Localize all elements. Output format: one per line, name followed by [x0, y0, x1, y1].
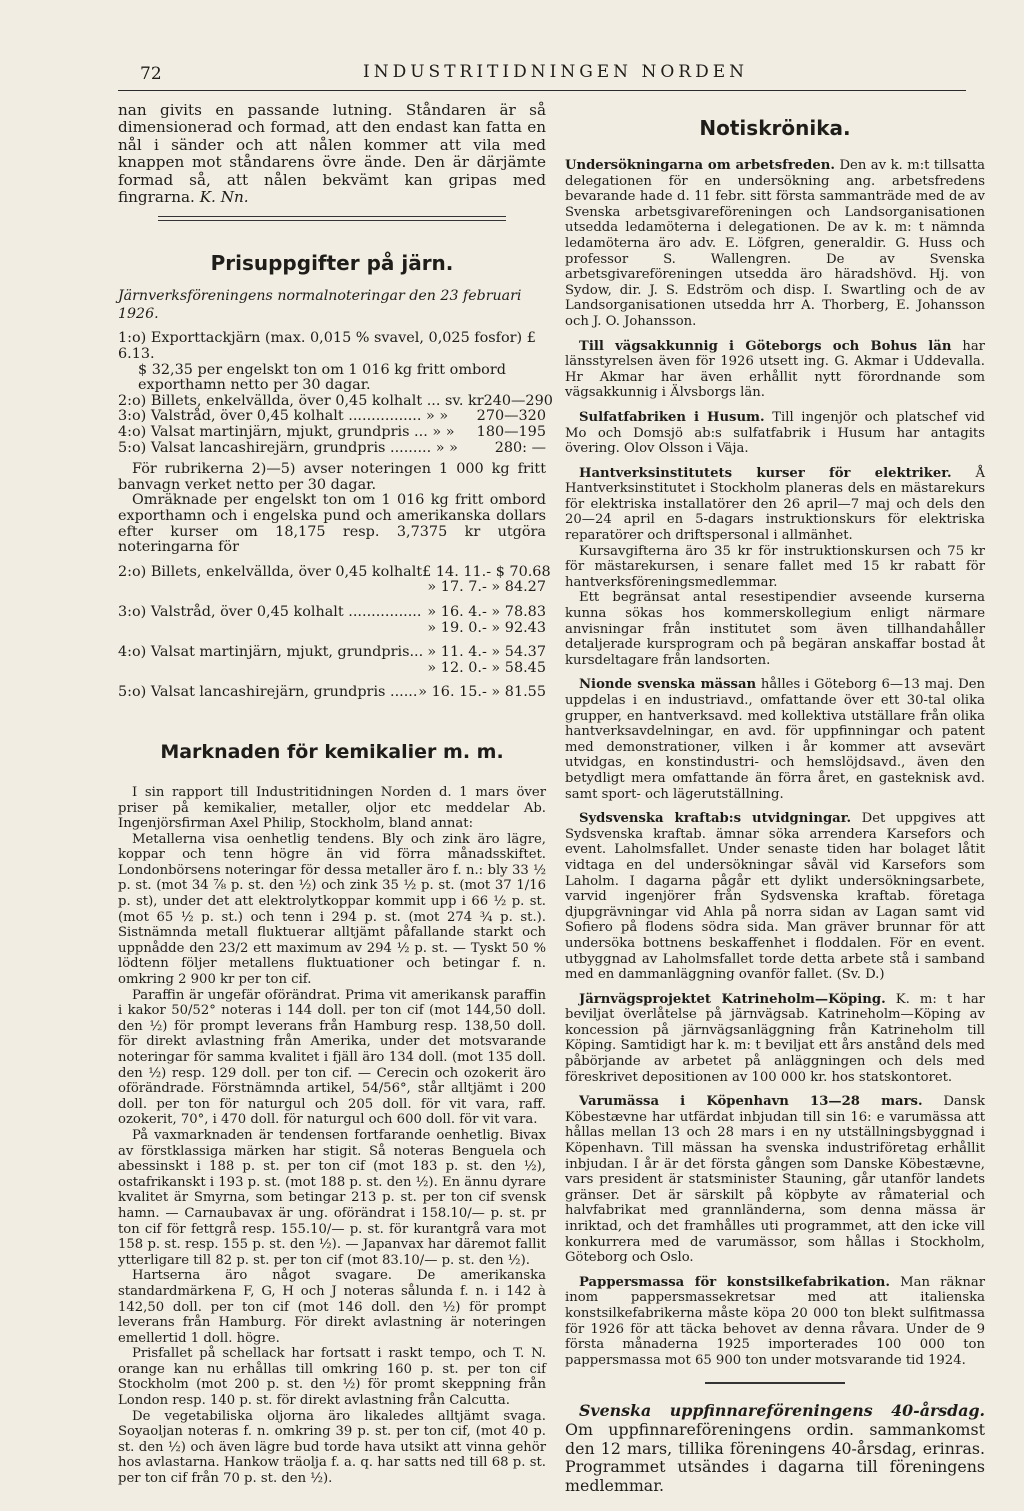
final-notice-heading: Svenska uppfinnareföreningens 40-årsdag.: [579, 1401, 985, 1421]
price-note-2: Omräknade per engelskt ton om 1 016 kg fritt ombord exporthamn och i engelska pund och amerikanska dollars efter kurser om 18,175 resp. 3,7375 kr utgöra noteringarna för: [118, 492, 546, 556]
notice-heading: Nionde svenska mässan: [579, 677, 757, 693]
notice-item: Nionde svenska mässan hålles i Göteborg 6—13 maj. Den uppdelas i en industriavd., omfattande över ett 30-tal olika grupper, en hantverksavd. med kollektiva utställare från olika hantverksavdelningar, en avd. för uppfinningar och patent med demonstrationer, vilken i år kommer att avsevärt utvidgas, en konstindustri- och hemslöjdsavd., även den betydligt mera omfattande än förra året, en gasteknisk avd. samt sport- och lägerutställning.: [565, 677, 985, 802]
notice-item: Till vägsakkunnig i Göteborgs och Bohus län har länsstyrelsen även för 1926 utsett ing. G. Akmar i Uddevalla. Hr Akmar har även erhållit nytt förordnande som vägsakkunnig i Älvsborgs län.: [565, 338, 985, 401]
notice-item: Undersökningarna om arbetsfreden. Den av k. m:t tillsatta delegationen för en undersökning ang. arbetsfredens bevarande hade d. 11 febr. sitt första sammanträde med de av Svenska arbetsgivareföreningen och Landsorganisationen utsedda ledamöterna i delegationen. De av k. m: t nämnda ledamöterna äro adv. E. Löfgren, generaldir. G. Huss och professor S. Wallengren. De av Svenska arbetsgivareföreningen utsedda äro häradshövd. Hj. von Sydow, dir. J. S. Edström och disp. I. Swartling och de av Landsorganisationen utsedda hrr A. Thorberg, E. Johansson och J. O. Johansson.: [565, 158, 985, 329]
market-paragraph: Hartserna äro något svagare. De amerikanska standardmärkena F, G, H och J noteras sålunda f. n. i 142 à 142,50 doll. per ton cif (mot 146 doll. den ½) för prompt leverans från Hamburg. För direkt avlastning är noteringen emellertid 1 doll. högre.: [118, 1268, 546, 1346]
right-column: [565, 102, 985, 1511]
notice-heading: Sydsvenska kraftab:s utvidgningar.: [579, 811, 852, 827]
notice-heading: Varumässa i Köpenhavn 13—28 mars.: [579, 1094, 923, 1110]
market-paragraph: I sin rapport till Industritidningen Norden d. 1 mars över priser på kemikalier, metaller, oljor etc meddelar Ab. Ingenjörsfirman Axel Philip, Stockholm, bland annat:: [118, 784, 546, 832]
notice-heading: Sulfatfabriken i Husum.: [579, 409, 765, 425]
price-note-1: För rubrikerna 2)—5) avser noteringen 1 000 kg fritt banvagn verket netto per 30 dagar.: [118, 461, 546, 493]
notice-item-continued: Kursavgifterna äro 35 kr för instruktionskursen och 75 kr för mästarekursen, i senare fallet med 15 kr rabatt för hantverksföreningsmedlemmar.: [565, 543, 985, 590]
market-paragraph: De vegetabiliska oljorna äro likaledes alltjämt svaga. Soyaoljan noteras f. n. omkring 39 p. st. per ton cif, (mot 40 p. st. den ½) och även lägre bud torde hava utsikt att vinna gehör hos avlastarna. Hankow träolja f. a. q. har satts ned till 68 p. st. per ton cif från 70 p. st. den ½).: [118, 1408, 546, 1487]
market-title: Marknaden för kemikalier m. m.: [160, 740, 504, 763]
market-paragraph: Prisfallet på schellack har fortsatt i raskt tempo, och T. N. orange kan nu erhållas till omkring 160 p. st. per ton cif Stockholm (mot 200 p. st. den ½) för promt skeppning från London resp. 140 p. st. för direkt avlastning från Calcutta.: [118, 1346, 546, 1409]
price-row: 4:o) Valsat martinjärn, mjukt, grundpris ... » » 180—195: [118, 424, 546, 440]
notices-title: Notiskrönika.: [699, 116, 851, 140]
converted-row: » 17. 7.- » 84.27: [427, 579, 546, 596]
price-item-1-detail: $ 32,35 per engelskt ton om 1 016 kg fritt ombord exporthamn netto per 30 dagar.: [138, 361, 506, 394]
page-header: [118, 60, 966, 91]
price-row: 2:o) Billets, enkelvällda, över 0,45 kolhalt ... sv. kr 240—290: [118, 392, 553, 409]
notice-heading: Pappersmassa för konstsilkefabrikation.: [579, 1274, 890, 1290]
notice-item: Varumässa i Köpenhavn 13—28 mars. Dansk Köbestævne har utfärdat inbjudan till sin 16: e varumässa att hållas mellan 13 och 28 mars i en ny utställningsbyggnad i Köpenhavn. Till mässan ha svenska industriföretag erhållit inbjudan. I år är det första gången som Danske Köbestævne, vars president är statsminister Stauning, går utanför landets gränser. Det är särskilt på köpbyte av råmaterial och halvfabrikat med grannländerna, som denna mässa är inriktad, och det framhålles uti programmet, att den icke vill konkurrera med de varumässor, som hållas i Stockholm, Göteborg och Oslo.: [565, 1094, 985, 1266]
price-row: 3:o) Valstråd, över 0,45 kolhalt ................ » » 270—320: [118, 408, 546, 425]
notice-item: Sydsvenska kraftab:s utvidgningar. Det uppgives att Sydsvenska kraftab. ämnar söka arrendera Karsefors och event. Laholmsfallet. Under senaste tiden har bolaget låtit vidtaga en del undersökningar såväl vid Karsefors som Laholm. I dagarna pågår ett dylikt undersökningsarbete, varvid ingenjörer från Sydsvenska kraftab. företaga djupgrävningar vid Ahla på norra sidan av Lagan samt vid Sofiero på flodens södra sida. Man gräver brunnar för att undersöka bottnens beskaffenhet i floddalen. För en event. utbyggnad av Laholmsfallet torde detta arbete stå i samband med en dammanläggning ovanför fallet. (Sv. D.): [565, 811, 985, 983]
intro-signature: K. Nn.: [199, 188, 249, 207]
section-divider: [705, 1382, 845, 1386]
prices-subtitle: Järnverksföreningens normalnoteringar den 23 februari 1926.: [118, 288, 522, 323]
market-paragraph: Metallerna visa oenhetlig tendens. Bly och zink äro lägre, koppar och tenn högre än vid förra månadsskiftet. Londonbörsens noteringar för dessa metaller äro f. n.: bly 33 ½ p. st. (mot 34 ⅞ p. st. den ½) och zink 35 ½ p. st. (mot 37 1/16 p. st), under det att elektrolytkoppar kommit upp i 66 ½ p. st. (mot 65 ½ p. st.) och tenn i 294 p. st. (mot 274 ¾ p. st.). Sistnämnda metall fluktuerar alltjämt påfallande starkt och uppnådde den 23/2 ett maximum av 294 ½ p. st. — Tyskt 50 % lödtenn följer metallens fluktuationer och betingar f. n. omkring 2 900 kr per ton cif.: [118, 831, 546, 988]
page-number: 72: [140, 64, 162, 84]
intro-paragraph: nan givits en passande lutning. Ståndaren är så dimensionerad och formad, att den endast kan fatta en nål i sänder och att nålen kommer att vila med knappen mot ståndarens övre ände. Den är därjämte formad så, att nålen bekvämt kan gripas med fingrarna. K. Nn.: [118, 101, 546, 207]
converted-row: 4:o) Valsat martinjärn, mjukt, grundpris... » 11. 4.- » 54.37: [118, 644, 546, 661]
converted-row: 2:o) Billets, enkelvällda, över 0,45 kolhalt £ 14. 11.- $ 70.68: [118, 563, 551, 580]
notice-item: Järnvägsprojektet Katrineholm—Köping. K. m: t har beviljat överlåtelse på järnvägsab. Katrineholm—Köping av koncession på järnvägsanläggning från Katrineholm till Köping. Samtidigt har k. m: t beviljat ett års anstånd dels med påbörjande av arbetet på anläggningen och dels med föreskrivet depositionen av 100 000 kr. hos statskontoret.: [565, 991, 985, 1085]
converted-row: 3:o) Valstråd, över 0,45 kolhalt ................ » 16. 4.- » 78.83: [118, 603, 546, 620]
price-item-1: 1:o) Exporttackjärn (max. 0,015 % svavel, 0,025 fosfor) £ 6.13.: [118, 330, 536, 363]
converted-row: » 19. 0.- » 92.43: [427, 619, 546, 636]
notice-item: Pappersmassa för konstsilkefabrikation. Man räknar inom pappersmassekretsar med att italienska konstsilkefabrikerna måste köpa 20 000 ton blekt sulfitmassa för 1926 för att täcka behovet av denna råvara. Under de 9 första månaderna 1925 importerades 100 000 ton pappersmassa mot 65 900 ton under motsvarande tid 1924.: [565, 1274, 985, 1368]
converted-row: » 12. 0.- » 58.45: [427, 659, 546, 676]
notice-heading: Till vägsakkunnig i Göteborgs och Bohus län: [579, 338, 952, 354]
converted-row: 5:o) Valsat lancashirejärn, grundpris ...... » 16. 15.- » 81.55: [118, 684, 546, 701]
notice-heading: Hantverksinstitutets kurser för elektriker.: [579, 465, 952, 481]
prices-title: Prisuppgifter på järn.: [210, 251, 454, 276]
running-title: INDUSTRITIDNINGEN NORDEN: [363, 62, 748, 82]
price-list: [118, 330, 553, 701]
price-row: 5:o) Valsat lancashirejärn, grundpris ......... » » 280: —: [118, 439, 546, 456]
market-paragraph: Paraffin är ungefär oförändrat. Prima vit amerikansk paraffin i kakor 50/52° noteras i 144 doll. per ton cif (mot 144,50 doll. den ½) för prompt leverans från Hamburg resp. 138,50 doll. för direkt avlastning från Amerika, under det motsvarande noteringar för samma kvalitet i fjäll äro 134 doll. (mot 135 doll. den ½) resp. 129 doll. per ton cif. — Cerecin och ozokerit äro oförändrade. Förstnämnda artikel, 54/56°, står alltjämt i 200 doll. per ton för naturgul och 205 doll. för vit vara, raff. ozokerit, 70°, i 470 doll. för naturgul och 600 doll. för vit vara.: [118, 987, 546, 1128]
notice-heading: Järnvägsprojektet Katrineholm—Köping.: [579, 991, 886, 1007]
notice-item: Sulfatfabriken i Husum. Till ingenjör och platschef vid Mo och Domsjö ab:s sulfatfabrik i Husum har antagits övering. Olov Olsson i Väja.: [565, 409, 985, 457]
notice-heading: Undersökningarna om arbetsfreden.: [565, 158, 835, 173]
market-paragraph: På vaxmarknaden är tendensen fortfarande oenhetlig. Bivax av förstklassiga märken har stigit. Så noteras Benguela och abessinskt i 188 p. st. per ton cif (mot 183 p. st. den ½), ostafrikanskt i 193 p. st. (mot 188 p. st. den ½). En ännu dyrare kvalitet är Smyrna, som betingar 213 p. st. per ton cif svensk hamn. — Carnaubavax är ung. oförändrat i 158.10/— p. st. pr ton cif för fettgrå resp. 155.10/— p. st. för kurantgrå vara mot 158 p. st. resp. 155 p. st. den ½). — Japanvax har däremot fallit ytterligare till 82 p. st. per ton cif (mot 83.10/— p. st. den ½).: [118, 1127, 546, 1268]
notice-item: Hantverksinstitutets kurser för elektriker. Å Hantverksinstitutet i Stockholm planeras dels en mästarekurs för elektriska installatörer den 26 april—7 maj och dels den 20—24 april en 5-dagars instruktionskurs för elektriska reparatörer och driftspersonal i allmänhet.: [565, 465, 985, 544]
final-notice: Svenska uppfinnareföreningens 40-årsdag. Om uppfinnareföreningens ordin. sammankomst den 12 mars, tillika föreningens 40-årsdag, erinras. Programmet utsändes i dagarna till föreningens medlemmar.: [565, 1401, 985, 1495]
section-divider: [158, 216, 506, 221]
notice-item-continued: Ett begränsat antal resestipendier avseende kurserna kunna sökas hos kommerskollegium enligt närmare anvisningar från institutet som även tillhandahåller detaljerade kursprogram och på begäran anskaffar bostad åt kursdeltagare från landsorten.: [565, 590, 985, 668]
left-column: [118, 101, 553, 1487]
